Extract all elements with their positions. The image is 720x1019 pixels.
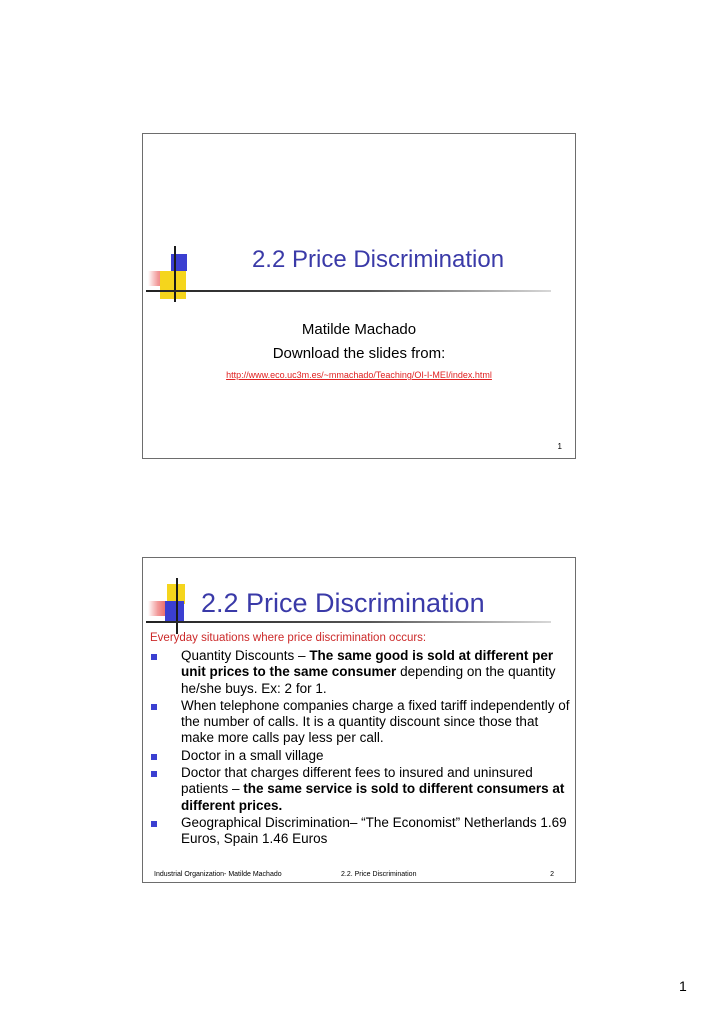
list-item: Doctor in a small village xyxy=(151,748,571,764)
square-bullet-icon xyxy=(151,754,157,760)
square-bullet-icon xyxy=(151,771,157,777)
list-item: Doctor that charges different fees to insured and uninsured patients – the same service is sold to different consumers at different prices. xyxy=(151,765,571,814)
footer-course: Industrial Organization- Matilde Machado xyxy=(154,871,282,878)
slide-2 xyxy=(142,557,576,883)
slide-number: 1 xyxy=(557,442,562,451)
slide-number: 2 xyxy=(550,871,554,878)
footer-topic: 2.2. Price Discrimination xyxy=(341,871,417,878)
square-bullet-icon xyxy=(151,654,157,660)
list-item: When telephone companies charge a fixed tariff independently of the number of calls. It is a quantity discount since those that make more calls pay less per call. xyxy=(151,698,571,747)
slides-link[interactable]: http://www.eco.uc3m.es/~mmachado/Teaching/OI-I-MEI/index.html xyxy=(226,370,492,380)
download-label: Download the slides from: xyxy=(272,345,446,362)
slide-intro: Everyday situations where price discrimination occurs: xyxy=(150,632,427,644)
title-underline xyxy=(146,290,551,292)
title-underline xyxy=(146,621,551,623)
page-number: 1 xyxy=(679,978,687,994)
list-item: Quantity Discounts – The same good is sold at different per unit prices to the same consumer depending on the quantity he/she buys. Ex: 2 for 1. xyxy=(151,648,571,697)
square-bullet-icon xyxy=(151,704,157,710)
slide-title: 2.2 Price Discrimination xyxy=(201,588,485,618)
square-bullet-icon xyxy=(151,821,157,827)
slide-title: 2.2 Price Discrimination xyxy=(251,246,505,273)
slide-1 xyxy=(142,133,576,459)
list-item: Geographical Discrimination– “The Economist” Netherlands 1.69 Euros, Spain 1.46 Euros xyxy=(151,815,571,848)
author-name: Matilde Machado xyxy=(301,321,417,338)
bullet-list xyxy=(151,648,571,849)
